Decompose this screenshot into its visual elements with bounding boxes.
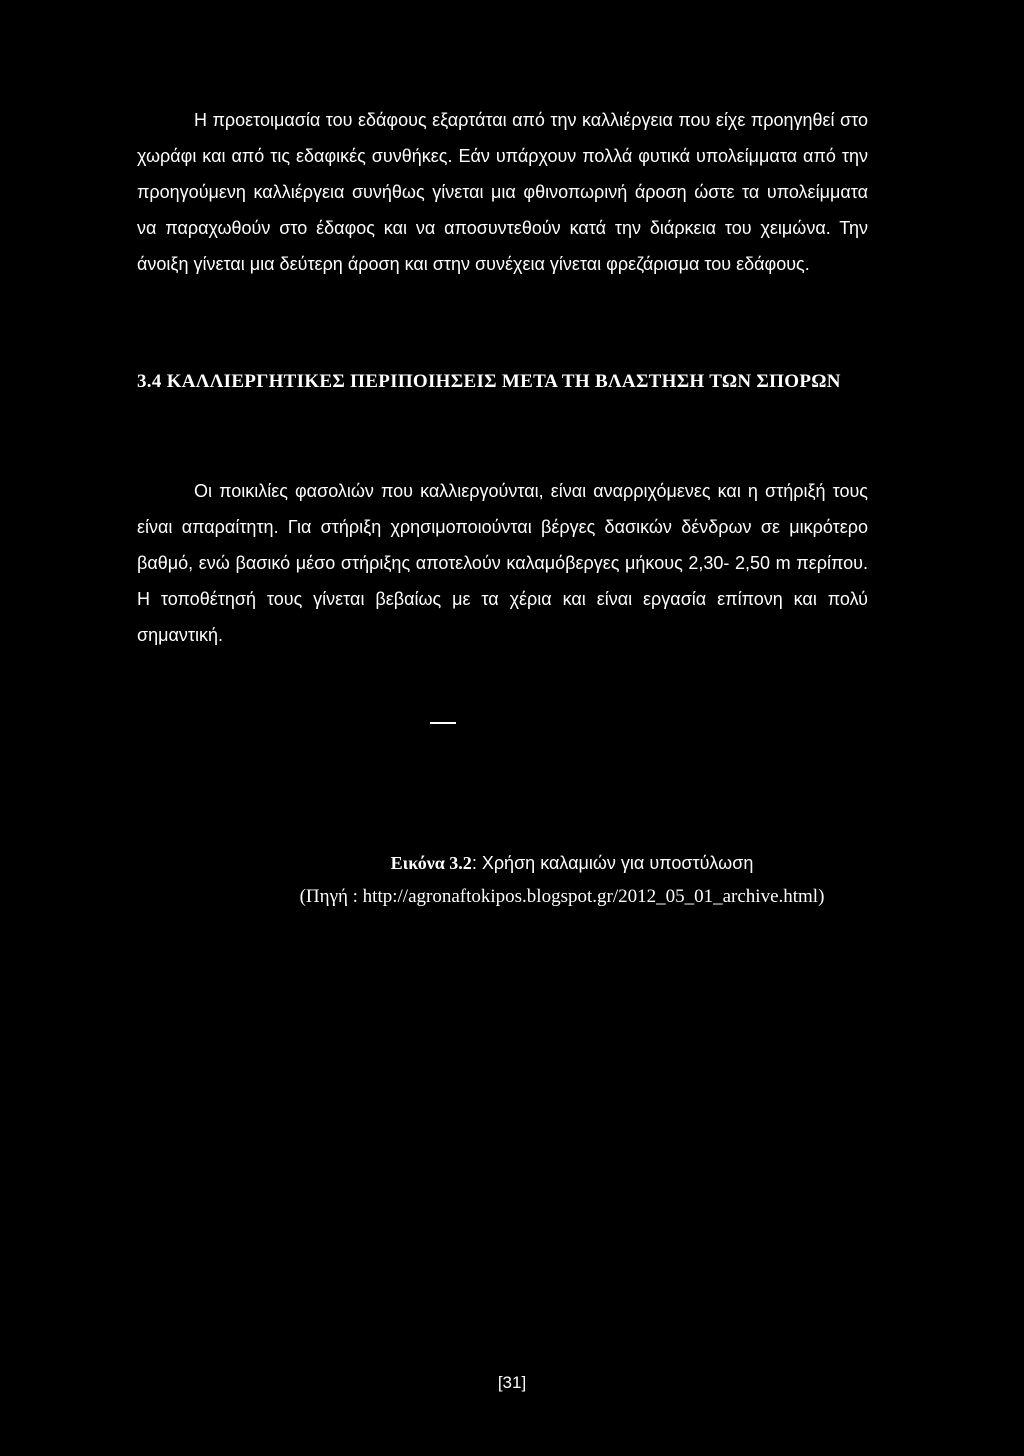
figure-label: Εικόνα 3.2 [390,853,472,873]
paragraph-soil-preparation: Η προετοιμασία του εδάφους εξαρτάται από την καλλιέργεια που είχε προηγηθεί στο χωράφι και από τις εδαφικές συνθήκες. Εάν υπάρχουν πολλά φυτικά υπολείμματα από την προηγούμενη καλλιέργεια συνήθως γίνεται μια φθινοπωρινή άροση ώστε τα υπολείμματα να παραχωθούν στο έδαφος και να αποσυντεθούν κατά την διάρκεια του χειμώνα. Την άνοιξη γίνεται μια δεύτερη άροση και στην συνέχεια γίνεται φρεζάρισμα του εδάφους. [137,110,868,274]
page-number: [31] [497,1373,527,1392]
paragraph-support: Οι ποικιλίες φασολιών που καλλιεργούνται, είναι αναρριχόμενες και η στήριξή τους είναι απαραίτητη. Για στήριξη χρησιμοποιούνται βέργες δασικών δένδρων σε μικρότερο βαθμό, ενώ βασικό μέσο στήριξης αποτελούν καλαμόβεργες μήκους 2,30- 2,50 m περίπου. Η τοποθέτησή τους γίνεται βεβαίως με τα χέρια και είναι εργασία επίπονη και πολύ σημαντική. [137,481,868,645]
figure-caption [60,853,1024,874]
section-heading: 3.4 ΚΑΛΛΙΕΡΓΗΤΙΚΕΣ ΠΕΡΙΠΟΙΗΣΕΙΣ ΜΕΤΑ ΤΗ ΒΛΑΣΤΗΣΗ ΤΩΝ ΣΠΟΡΩΝ [137,371,841,392]
figure-placeholder-divider [430,722,456,724]
figure-title: : Χρήση καλαμιών για υποστύλωση [471,853,754,873]
figure-source: (Πηγή : http://agronaftokipos.blogspot.gr/2012_05_01_archive.html) [299,886,825,907]
